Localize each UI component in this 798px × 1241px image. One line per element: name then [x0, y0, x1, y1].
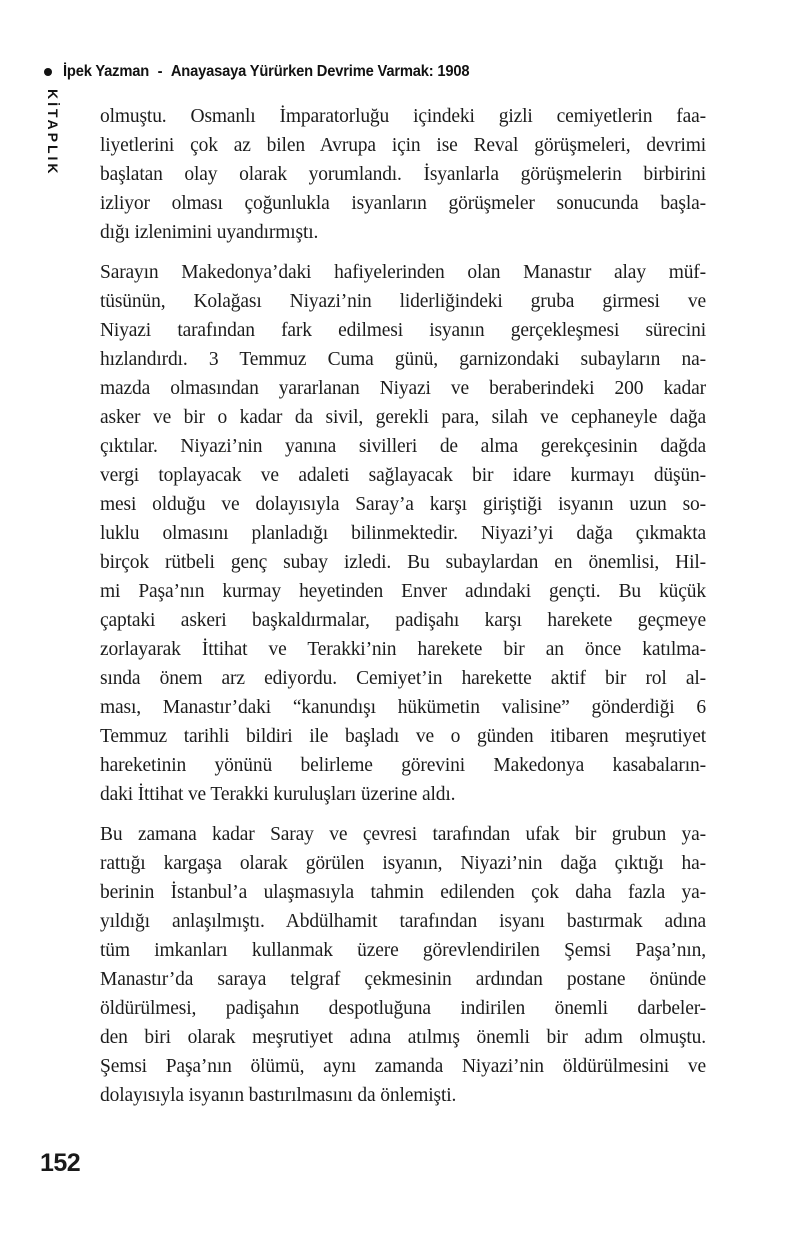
text-line: Sarayın Makedonya’daki hafiyelerinden olan Manastır alay müf- [100, 262, 706, 283]
text-line: Temmuz tarihli bildiri ile başladı ve o günden itibaren meşrutiyet [100, 726, 706, 747]
text-line: dolayısıyla isyanın bastırılmasını da önlemişti. [100, 1085, 457, 1106]
text-line: berinin İstanbul’a ulaşmasıyla tahmin edilenden çok daha fazla ya- [100, 882, 706, 903]
text-line: mazda olmasından yararlanan Niyazi ve beraberindeki 200 kadar [100, 378, 706, 399]
text-line: sında önem arz ediyordu. Cemiyet’in harekette aktif bir rol al- [100, 668, 706, 689]
text-line: asker ve bir o kadar da sivil, gerekli para, silah ve cephaneyle dağa [100, 407, 706, 428]
running-header-text [63, 62, 469, 82]
text-line: hareketinin yönünü belirleme görevini Makedonya kasabaların- [100, 755, 706, 776]
text-line: luklu olmasını planladığı bilinmektedir. Niyazi’yi dağa çıkmakta [100, 523, 706, 544]
text-line: ması, Manastır’daki “kanundışı hükümetin valisine” gönderdiği 6 [100, 697, 706, 718]
series-label-kitaplik: KİTAPLIK [45, 89, 61, 177]
text-line: başlatan olay olarak yorumlandı. İsyanlarla görüşmelerin birbirini [100, 164, 706, 185]
text-line: dığı izlenimini uyandırmıştı. [100, 222, 319, 243]
body-text [100, 102, 706, 1110]
header-separator: - [157, 63, 163, 80]
text-line: mesi olduğu ve dolayısıyla Saray’a karşı giriştiği isyanın uzun so- [100, 494, 706, 515]
header-book-title: Anayasaya Yürürken Devrime Varmak: 1908 [170, 63, 470, 80]
text-line: liyetlerini çok az bilen Avrupa için ise Reval görüşmeleri, devrimi [100, 135, 706, 156]
text-line: vergi toplayacak ve adaleti sağlayacak bir idare kurmayı düşün- [100, 465, 706, 486]
text-line: rattığı kargaşa olarak görülen isyanın, Niyazi’nin dağa çıktığı ha- [100, 853, 706, 874]
page-number: 152 [40, 1149, 81, 1177]
paragraph [100, 820, 706, 1110]
header-author: İpek Yazman [63, 63, 150, 80]
text-line: öldürülmesi, padişahın despotluğuna indirilen önemli darbeler- [100, 998, 706, 1019]
text-line: tüm imkanları kullanmak üzere görevlendirilen Şemsi Paşa’nın, [100, 940, 706, 961]
text-line: izliyor olması çoğunlukla isyanların görüşmeler sonucunda başla- [100, 193, 706, 214]
text-line: çaptaki askeri başkaldırmalar, padişahı karşı harekete geçmeye [100, 610, 706, 631]
text-line: Manastır’da saraya telgraf çekmesinin ardından postane önünde [100, 969, 706, 990]
text-line: tüsünün, Kolağası Niyazi’nin liderliğindeki gruba girmesi ve [100, 291, 706, 312]
text-line: birçok rütbeli genç subay izledi. Bu subaylardan en önemlisi, Hil- [100, 552, 706, 573]
text-line: çıktılar. Niyazi’nin yanına sivilleri de alma gerekçesinin dağda [100, 436, 706, 457]
paragraph [100, 258, 706, 809]
paragraph [100, 102, 706, 247]
text-line: den biri olarak meşrutiyet adına atılmış önemli bir adım olmuştu. [100, 1027, 706, 1048]
text-line: zorlayarak İttihat ve Terakki’nin harekete bir an önce katılma- [100, 639, 706, 660]
text-line: Niyazi tarafından fark edilmesi isyanın gerçekleşmesi sürecini [100, 320, 706, 341]
text-line: mi Paşa’nın kurmay heyetinden Enver adındaki gençti. Bu küçük [100, 581, 706, 602]
text-line: Şemsi Paşa’nın ölümü, aynı zamanda Niyazi’nin öldürülmesini ve [100, 1056, 706, 1077]
text-line: Bu zamana kadar Saray ve çevresi tarafından ufak bir grubun ya- [100, 824, 706, 845]
text-line: daki İttihat ve Terakki kuruluşları üzerine aldı. [100, 784, 456, 805]
running-header [44, 62, 505, 82]
text-line: olmuştu. Osmanlı İmparatorluğu içindeki gizli cemiyetlerin faa- [100, 106, 706, 127]
text-line: yıldığı anlaşılmıştı. Abdülhamit tarafından isyanı bastırmak adına [100, 911, 706, 932]
text-line: hızlandırdı. 3 Temmuz Cuma günü, garnizondaki subayların na- [100, 349, 706, 370]
bullet-icon [44, 68, 52, 76]
